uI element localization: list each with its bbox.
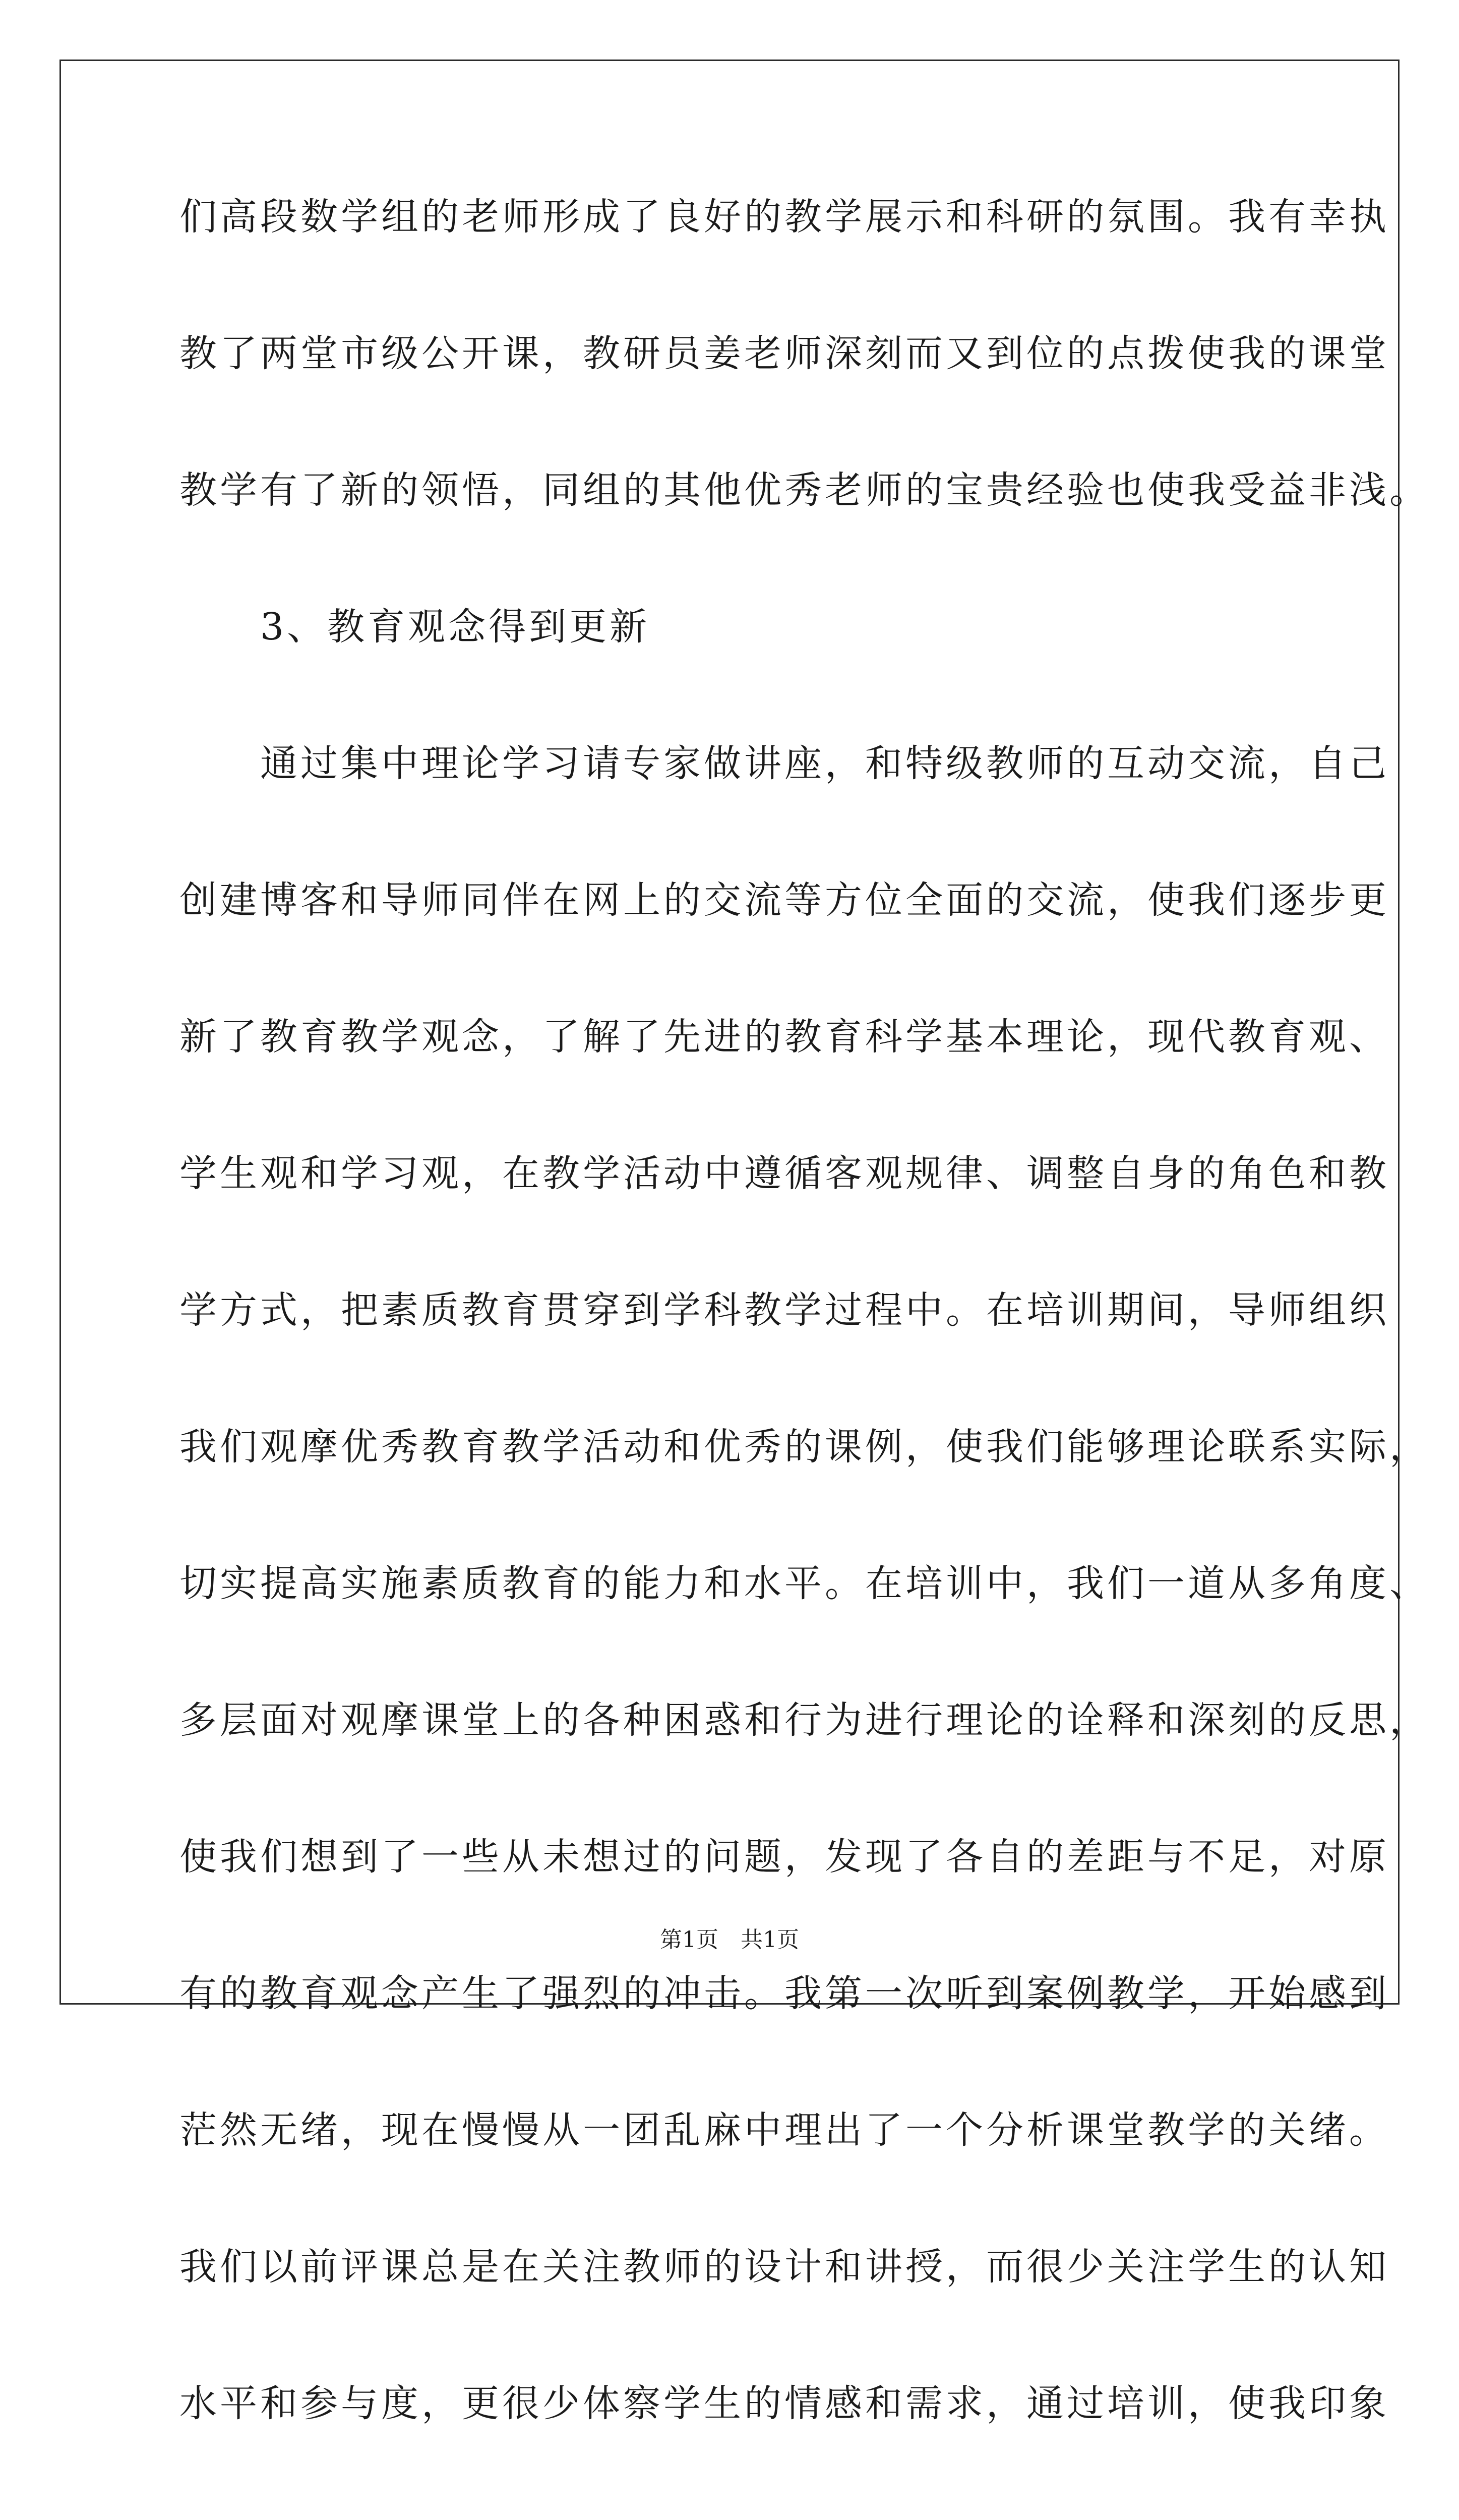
text-line-10: 我们观摩优秀教育教学活动和优秀的课例，使我们能够理论联系实际， bbox=[179, 1425, 1430, 1469]
text-line-14: 有的教育观念产生了强烈的冲击。我第一次听到案例教学，开始感到 bbox=[179, 1972, 1389, 2015]
text-line-2: 教了两堂市级公开课，教研员姜老师深刻而又到位的点拨使我的课堂 bbox=[179, 332, 1389, 375]
text-line-1: 们高段数学组的老师形成了良好的教学展示和科研的氛围。我有幸执 bbox=[179, 195, 1389, 239]
text-line-6: 创建博客和导师同伴在网上的交流等方位全面的交流，使我们逐步更 bbox=[179, 878, 1389, 922]
text-line-16: 我们以前评课总是在关注教师的设计和讲授，而很少关注学生的认知 bbox=[179, 2245, 1389, 2289]
text-line-17: 水平和参与度，更很少体察学生的情感和需求，通过培训，使我印象 bbox=[179, 2382, 1389, 2425]
text-line-5: 通过集中理论学习请专家做讲座，和特级教师的互动交流，自己 bbox=[179, 742, 1389, 785]
section-heading: 3、教育观念得到更新 bbox=[179, 605, 650, 649]
text-line-7: 新了教育教学观念，了解了先进的教育科学基本理论，现代教育观、 bbox=[179, 1015, 1389, 1059]
text-line-11: 切实提高实施素质教育的能力和水平。在培训中，我们一道从多角度、 bbox=[179, 1562, 1430, 1605]
text-line-13: 使我们想到了一些从未想过的问题，发现了各自的差距与不足，对原 bbox=[179, 1835, 1389, 1879]
page-number-footer: 第1页 共1页 bbox=[660, 1927, 799, 1953]
text-line-9: 学方式，把素质教育贯穿到学科教学过程中。在培训期间，导师组织 bbox=[179, 1288, 1389, 1332]
text-line-8: 学生观和学习观，在教学活动中遵循客观规律、调整自身的角色和教 bbox=[179, 1152, 1389, 1195]
text-line-15: 茫然无绪，现在慢慢从一团乱麻中理出了一个分析课堂教学的关绪。 bbox=[179, 2108, 1389, 2152]
document-body bbox=[179, 195, 1430, 2520]
text-line-3: 教学有了新的领悟，同组的其他优秀老师的宝贵经验也使我受益非浅。 bbox=[179, 468, 1430, 512]
text-line-12: 多层面对观摩课堂上的各种困惑和行为进行理论的诠释和深刻的反思， bbox=[179, 1698, 1430, 1742]
